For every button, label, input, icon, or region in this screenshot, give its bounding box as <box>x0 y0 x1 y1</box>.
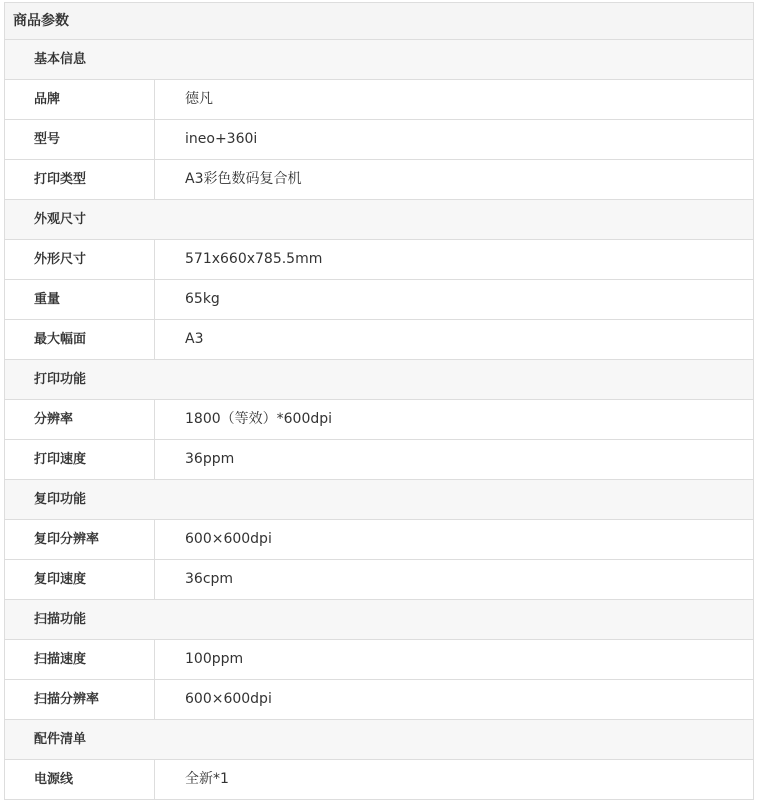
spec-group-row <box>5 360 753 400</box>
spec-value: 600×600dpi <box>185 691 272 707</box>
spec-group-row <box>5 600 753 640</box>
spec-row <box>5 280 753 320</box>
spec-label: 品牌 <box>5 80 155 119</box>
spec-group-row <box>5 40 753 80</box>
spec-value: 1800（等效）*600dpi <box>185 411 333 427</box>
spec-value: 65kg <box>185 291 220 307</box>
spec-table <box>4 2 754 800</box>
group-label: 基本信息 <box>34 52 87 67</box>
spec-row <box>5 160 753 200</box>
spec-group-row <box>5 480 753 520</box>
spec-row <box>5 440 753 480</box>
spec-row <box>5 680 753 720</box>
spec-value: 36cpm <box>185 571 234 587</box>
spec-row <box>5 520 753 560</box>
spec-group-row <box>5 200 753 240</box>
spec-value: 100ppm <box>185 651 244 667</box>
spec-label: 复印分辨率 <box>5 520 155 559</box>
group-label: 扫描功能 <box>34 612 87 627</box>
spec-value: 全新*1 <box>185 771 229 787</box>
spec-row <box>5 240 753 280</box>
spec-label: 扫描分辨率 <box>5 680 155 719</box>
spec-row <box>5 120 753 160</box>
spec-value: 德凡 <box>185 91 213 107</box>
spec-row <box>5 400 753 440</box>
spec-label: 打印类型 <box>5 160 155 199</box>
spec-value: 600×600dpi <box>185 531 272 547</box>
spec-label: 分辨率 <box>5 400 155 439</box>
spec-label: 打印速度 <box>5 440 155 479</box>
spec-group-row <box>5 720 753 760</box>
spec-value: A3 <box>185 331 204 347</box>
spec-label: 重量 <box>5 280 155 319</box>
spec-row <box>5 560 753 600</box>
panel-title: 商品参数 <box>5 3 753 40</box>
group-label: 外观尺寸 <box>34 212 87 227</box>
spec-row <box>5 320 753 360</box>
spec-label: 复印速度 <box>5 560 155 599</box>
spec-label: 外形尺寸 <box>5 240 155 279</box>
group-label: 复印功能 <box>34 492 87 507</box>
spec-value: ineo+360i <box>185 131 258 147</box>
spec-row <box>5 80 753 120</box>
spec-label: 最大幅面 <box>5 320 155 359</box>
group-label: 配件清单 <box>34 732 87 747</box>
spec-label: 型号 <box>5 120 155 159</box>
spec-row <box>5 760 753 800</box>
group-label: 打印功能 <box>34 372 87 387</box>
spec-label: 电源线 <box>5 760 155 799</box>
spec-value: A3彩色数码复合机 <box>185 171 302 187</box>
spec-row <box>5 640 753 680</box>
spec-value: 36ppm <box>185 451 235 467</box>
spec-value: 571x660x785.5mm <box>185 251 323 267</box>
spec-label: 扫描速度 <box>5 640 155 679</box>
